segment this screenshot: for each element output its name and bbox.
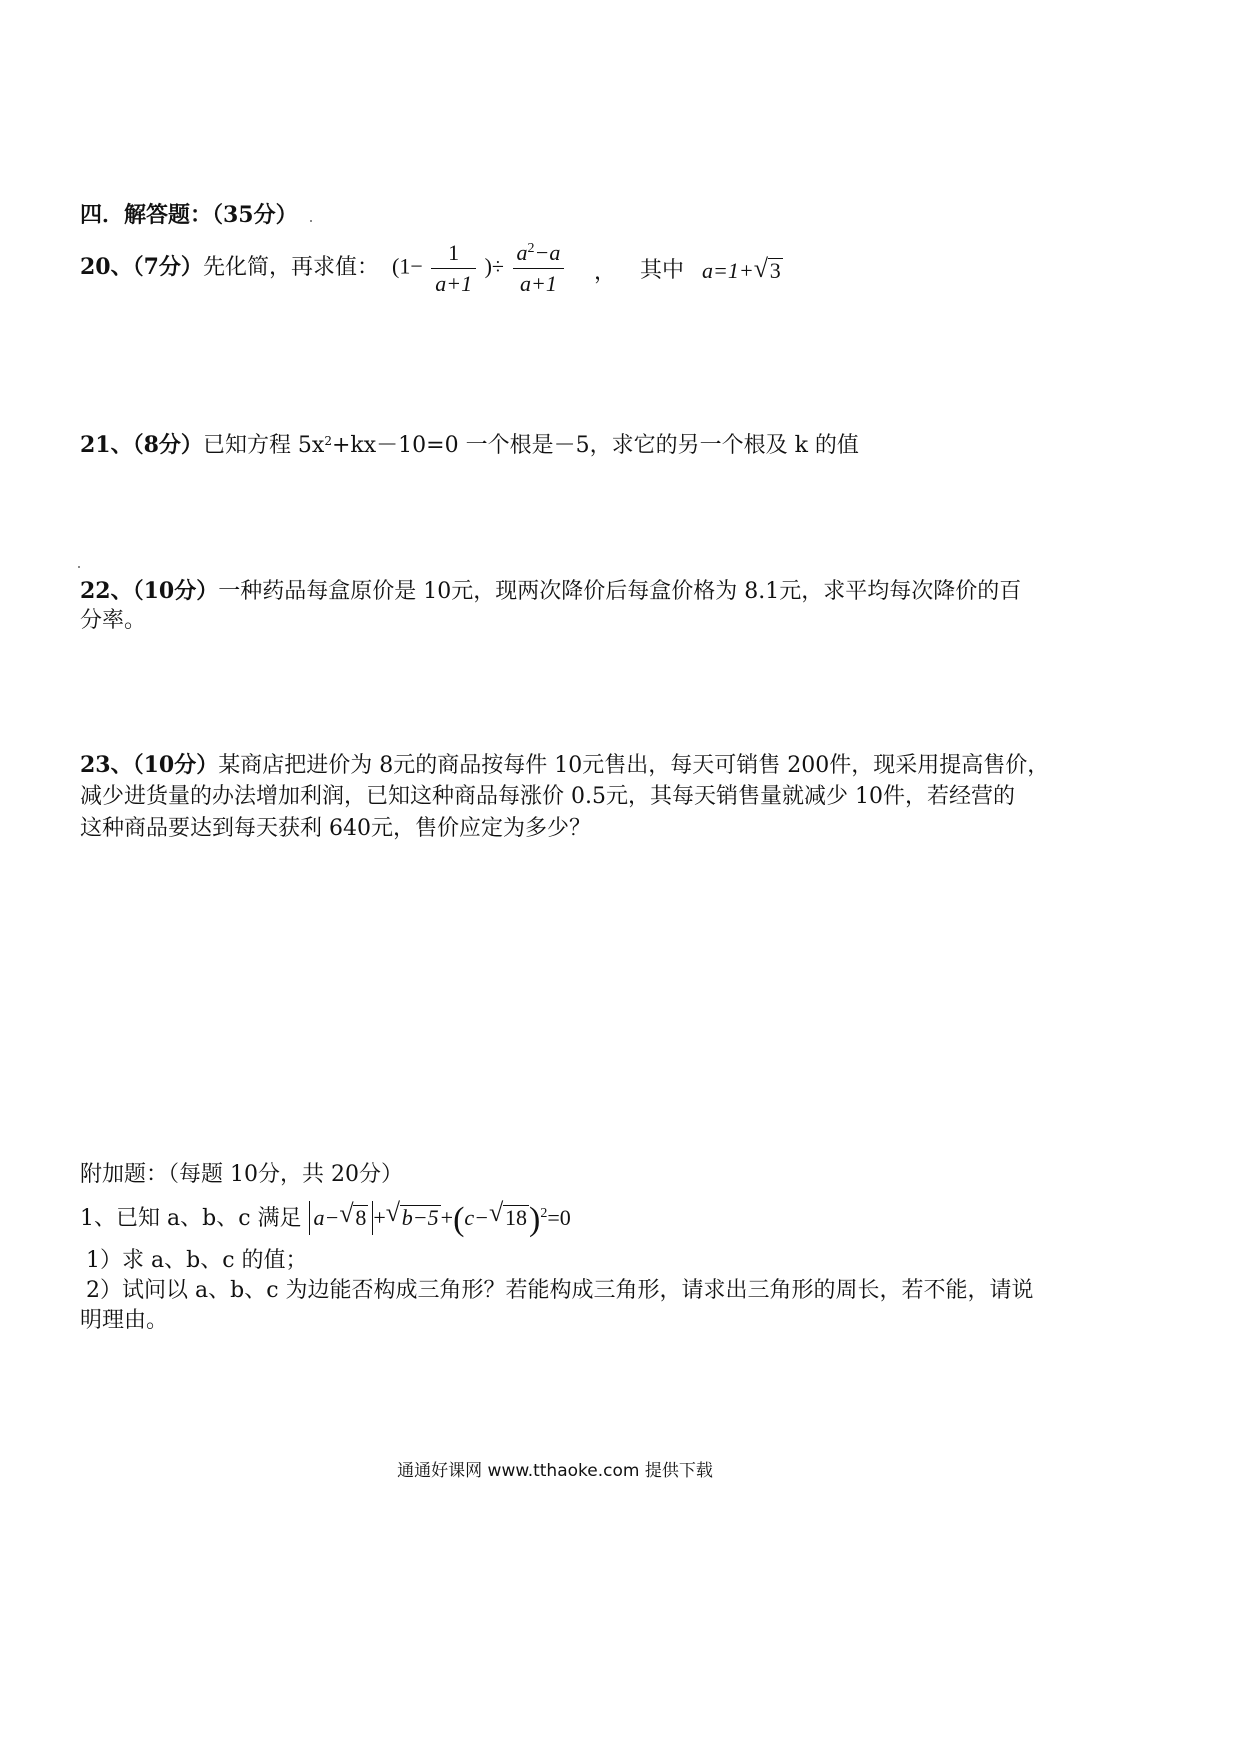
absolute-value bbox=[309, 1201, 374, 1235]
q20-where-expression bbox=[702, 256, 783, 286]
section-title: 四．解答题：（35分） bbox=[80, 202, 298, 228]
radicand: 3 bbox=[769, 258, 781, 283]
radical-sign: √ bbox=[339, 1199, 354, 1228]
question-22 bbox=[80, 576, 1021, 607]
question-number: 21、 bbox=[80, 432, 133, 458]
fraction-2-base: a bbox=[516, 240, 528, 265]
fraction-2-rest: −a bbox=[534, 240, 561, 265]
bonus-sub1: 1）求 a、b、c 的值； bbox=[86, 1248, 308, 1273]
q20-comma: ， bbox=[594, 260, 617, 285]
radical-sign: √ bbox=[753, 254, 768, 283]
abs-inner: a− bbox=[313, 1205, 340, 1230]
question-23 bbox=[80, 750, 1049, 781]
question-text-line1: 一种药品每盒原价是 10元，现两次降价后每盒价格为 8.1元，求平均每次降价的百 bbox=[218, 579, 1022, 604]
plus-sign: + bbox=[373, 1205, 386, 1230]
question-22-line2: 分率。 bbox=[80, 608, 147, 633]
bonus-sub2-line1: 2）试问以 a、b、c 为边能否构成三角形？若能构成三角形，请求出三角形的周长，若不能，请说 bbox=[86, 1278, 1034, 1303]
footer-text: 通通好课网 www.tthaoke.com 提供下载 bbox=[397, 1461, 713, 1481]
fraction-1-denominator: a+1 bbox=[435, 271, 473, 296]
question-text: 先化简，再求值： bbox=[202, 255, 379, 280]
question-number: 20、 bbox=[80, 254, 133, 280]
expr-open: (1− bbox=[392, 253, 423, 279]
equals-zero: =0 bbox=[547, 1205, 571, 1230]
question-23-line2: 减少进货量的办法增加利润，已知这种商品每涨价 0.5元，其每天销售量就减少 10件，若经营的 bbox=[80, 784, 1015, 809]
question-text-line1: 某商店把进价为 8元的商品按每件 10元售出，每天可销售 200件，现采用提高售价， bbox=[218, 753, 1050, 778]
sqrt-18 bbox=[489, 1200, 529, 1236]
bonus-sub2-line2: 明理由。 bbox=[80, 1308, 169, 1333]
sqrt-3 bbox=[754, 256, 783, 286]
radical-sign: √ bbox=[385, 1198, 401, 1227]
scan-dot bbox=[310, 220, 312, 222]
question-text-b: +kx－10=0 一个根是－5，求它的另一个根及 k 的值 bbox=[331, 433, 859, 458]
bonus-q1-prefix: 1、已知 a、b、c 满足 bbox=[80, 1206, 302, 1231]
fraction-2 bbox=[513, 240, 565, 297]
sqrt-8 bbox=[339, 1201, 368, 1235]
radical-sign: √ bbox=[489, 1198, 504, 1227]
expr-close-divide: )÷ bbox=[484, 253, 504, 279]
square-exponent: 2 bbox=[540, 1206, 548, 1221]
question-points: （10分） bbox=[132, 578, 219, 604]
q20-expression bbox=[392, 240, 567, 297]
sqrt-b-minus-5 bbox=[386, 1200, 441, 1236]
question-points: （10分） bbox=[132, 752, 219, 778]
fraction-2-numerator bbox=[513, 240, 565, 269]
paren-inner: c− bbox=[464, 1205, 490, 1230]
exponent: 2 bbox=[324, 434, 332, 448]
bonus-q1 bbox=[80, 1200, 571, 1237]
question-number: 23、 bbox=[80, 752, 133, 778]
radicand: 18 bbox=[505, 1205, 528, 1230]
plus-sign: + bbox=[440, 1205, 454, 1230]
question-21 bbox=[80, 430, 859, 461]
question-20 bbox=[80, 252, 379, 283]
fraction-1-numerator: 1 bbox=[431, 240, 476, 269]
bonus-title: 附加题：（每题 10分，共 20分） bbox=[80, 1162, 403, 1187]
question-points: （8分） bbox=[132, 432, 203, 458]
fraction-1 bbox=[431, 240, 476, 297]
left-paren: ( bbox=[453, 1200, 465, 1238]
question-text-a: 已知方程 5x bbox=[202, 433, 325, 458]
fraction-2-denominator: a+1 bbox=[520, 271, 557, 296]
bonus-q1-equation bbox=[309, 1198, 571, 1238]
q20-where-label: 其中 bbox=[640, 258, 685, 283]
question-number: 22、 bbox=[80, 578, 133, 604]
question-23-line3: 这种商品要达到每天获利 640元，售价应定为多少？ bbox=[80, 816, 591, 841]
fraction-2-exponent: 2 bbox=[527, 241, 535, 256]
radicand: b−5 bbox=[401, 1205, 439, 1230]
question-points: （7分） bbox=[132, 254, 203, 280]
scan-dot bbox=[78, 566, 80, 568]
radicand: 8 bbox=[355, 1205, 367, 1230]
right-paren: ) bbox=[529, 1200, 541, 1238]
where-lhs: a=1+ bbox=[702, 258, 754, 283]
